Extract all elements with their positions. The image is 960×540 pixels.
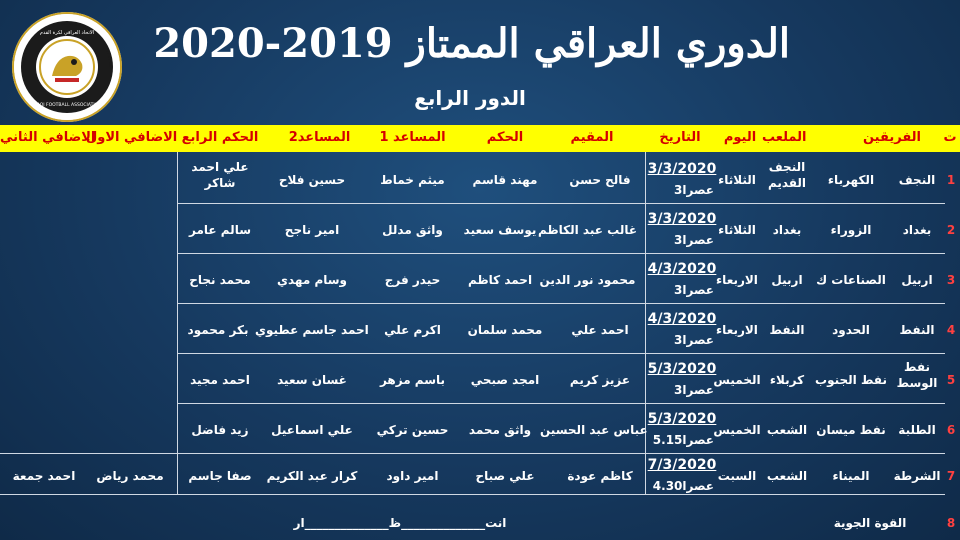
home-team: القوة الجوية bbox=[833, 516, 907, 530]
away-team: الزوراء bbox=[830, 223, 872, 237]
day: الثلاثاء bbox=[718, 173, 756, 187]
header-date: التاريخ bbox=[659, 130, 701, 145]
referee: مهند قاسم bbox=[472, 173, 538, 187]
assistant2: علي اسماعيل bbox=[271, 423, 353, 437]
referee: محمد سلمان bbox=[467, 323, 543, 337]
home-team: النجف bbox=[898, 173, 936, 187]
away-team: نفط ميسان bbox=[816, 423, 886, 437]
assistant1: امير داود bbox=[386, 469, 439, 483]
header-teams: الفريقين bbox=[862, 130, 922, 145]
home-team: الطلبة bbox=[898, 423, 936, 437]
match-num: 2 bbox=[946, 223, 956, 237]
fourth-official: سالم عامر bbox=[189, 223, 251, 237]
commissioner: فالح حسن bbox=[569, 173, 631, 187]
stadium: الشعب bbox=[766, 423, 808, 437]
assistant1: ميثم خماط bbox=[380, 173, 445, 187]
date: 4/3/2020 bbox=[647, 311, 717, 327]
home-team: النفط bbox=[899, 323, 935, 337]
match-num: 6 bbox=[946, 423, 956, 437]
date: 5/3/2020 bbox=[647, 411, 717, 427]
header-referee: الحكم bbox=[486, 130, 524, 145]
commissioner: عباس عبد الحسين bbox=[540, 423, 648, 437]
match-row-1 bbox=[0, 155, 960, 205]
stadium: النفط bbox=[769, 323, 805, 337]
date: 3/3/2020 bbox=[647, 161, 717, 177]
home-team: اربيل bbox=[901, 273, 933, 287]
kickoff-time: 3عصرا bbox=[674, 183, 714, 197]
away-team: الميناء bbox=[832, 469, 870, 483]
header-assistant2: المساعد2 bbox=[288, 130, 351, 145]
extra-official-1: محمد رياض bbox=[96, 469, 164, 483]
day: السبت bbox=[717, 469, 757, 483]
date: 5/3/2020 bbox=[647, 361, 717, 377]
kickoff-time: 4.30عصرا bbox=[652, 479, 714, 493]
date: 4/3/2020 bbox=[647, 261, 717, 277]
stadium: الشعب bbox=[766, 469, 808, 483]
header-extra2: الاضافي الثاني bbox=[0, 130, 96, 145]
match-row-5 bbox=[0, 355, 960, 405]
fourth-official: محمد نجاح bbox=[189, 273, 251, 287]
commissioner: محمود نور الدين bbox=[539, 273, 636, 287]
assistant2: كرار عبد الكريم bbox=[266, 469, 358, 483]
date: 7/3/2020 bbox=[647, 457, 717, 473]
assistant1: حسين تركي bbox=[376, 423, 449, 437]
commissioner: غالب عبد الكاظم bbox=[537, 223, 638, 237]
match-num: 3 bbox=[946, 273, 956, 287]
match-num: 4 bbox=[946, 323, 956, 337]
kickoff-time: 3عصرا bbox=[674, 383, 714, 397]
referee: احمد كاظم bbox=[467, 273, 533, 287]
away-team: الحدود bbox=[832, 323, 870, 337]
date: 3/3/2020 bbox=[647, 211, 717, 227]
assistant2: حسين فلاح bbox=[278, 173, 346, 187]
page-title: الدوري العراقي الممتاز 2019-2020 bbox=[153, 20, 790, 67]
fourth-official: بكر محمود bbox=[187, 323, 249, 337]
match-num: 7 bbox=[946, 469, 956, 483]
match-row-3 bbox=[0, 255, 960, 305]
match-row-4 bbox=[0, 305, 960, 355]
header-commissioner: المقيم bbox=[570, 130, 614, 145]
fourth-official: صفا جاسم bbox=[188, 469, 252, 483]
commissioner: كاظم عودة bbox=[567, 469, 633, 483]
kickoff-time: 3عصرا bbox=[674, 333, 714, 347]
day: الخميس bbox=[713, 423, 761, 437]
away-team: نفط الجنوب bbox=[815, 373, 887, 387]
away-team: الصناعات ك bbox=[816, 273, 886, 287]
kickoff-time: 3عصرا bbox=[674, 233, 714, 247]
home-team: الشرطة bbox=[893, 469, 941, 483]
assistant1: اكرم علي bbox=[384, 323, 441, 337]
stadium: بغداد bbox=[772, 223, 802, 237]
day: الثلاثاء bbox=[718, 223, 756, 237]
kickoff-time: 3عصرا bbox=[674, 283, 714, 297]
header-fourth: الحكم الرابع bbox=[181, 130, 259, 145]
day: الخميس bbox=[713, 373, 761, 387]
kickoff-time: 5.15عصرا bbox=[652, 433, 714, 447]
stadium: النجف القديم bbox=[767, 160, 807, 190]
assistant1: باسم مزهر bbox=[379, 373, 446, 387]
logo-text-bottom: IRAQI FOOTBALL ASSOCIATION bbox=[32, 103, 102, 108]
commissioner: احمد علي bbox=[571, 323, 629, 337]
fourth-official: احمد مجيد bbox=[190, 373, 250, 387]
day: الاربعاء bbox=[716, 323, 758, 337]
awaiting-status: انت______________ظ______________ار bbox=[293, 516, 507, 530]
match-num: 1 bbox=[946, 173, 956, 187]
fourth-official: زيد فاضل bbox=[191, 423, 249, 437]
match-num: 8 bbox=[946, 516, 956, 530]
referee: واثق محمد bbox=[468, 423, 532, 437]
extra-official-2: احمد جمعة bbox=[12, 469, 76, 483]
home-team: بغداد bbox=[902, 223, 932, 237]
iraq-fa-logo bbox=[12, 12, 122, 122]
stadium: كربلاء bbox=[769, 373, 805, 387]
referee: يوسف سعيد bbox=[463, 223, 537, 237]
match-row-2 bbox=[0, 205, 960, 255]
stadium: اربيل bbox=[771, 273, 803, 287]
header-day: اليوم bbox=[723, 130, 757, 145]
away-team: الكهرباء bbox=[827, 173, 875, 187]
header-extra1: الاضافي الاول bbox=[86, 130, 178, 145]
assistant1: حيدر فرج bbox=[384, 273, 441, 287]
header-num: ت bbox=[943, 130, 957, 145]
match-row-6 bbox=[0, 405, 960, 455]
referee: علي صباح bbox=[475, 469, 535, 483]
match-row-8 bbox=[0, 496, 960, 540]
assistant2: غسان سعيد bbox=[277, 373, 347, 387]
assistant2: احمد جاسم عطيوي bbox=[255, 323, 369, 337]
commissioner: عزيز كريم bbox=[569, 373, 631, 387]
home-team: نفط الوسط bbox=[896, 360, 938, 390]
fourth-official: علي احمد شاكر bbox=[191, 160, 249, 190]
assistant2: وسام مهدي bbox=[276, 273, 348, 287]
day: الاربعاء bbox=[716, 273, 758, 287]
logo-text-top: الاتحاد العراقي لكرة القدم bbox=[39, 30, 95, 36]
round-subtitle: الدور الرابع bbox=[414, 86, 526, 110]
table-header bbox=[0, 125, 960, 152]
header-assistant1: المساعد 1 bbox=[379, 130, 446, 145]
match-num: 5 bbox=[946, 373, 956, 387]
referee: امجد صبحي bbox=[470, 373, 540, 387]
assistant2: امير ناجح bbox=[284, 223, 340, 237]
header-stadium: الملعب bbox=[762, 130, 807, 145]
assistant1: واثق مدلل bbox=[382, 223, 443, 237]
